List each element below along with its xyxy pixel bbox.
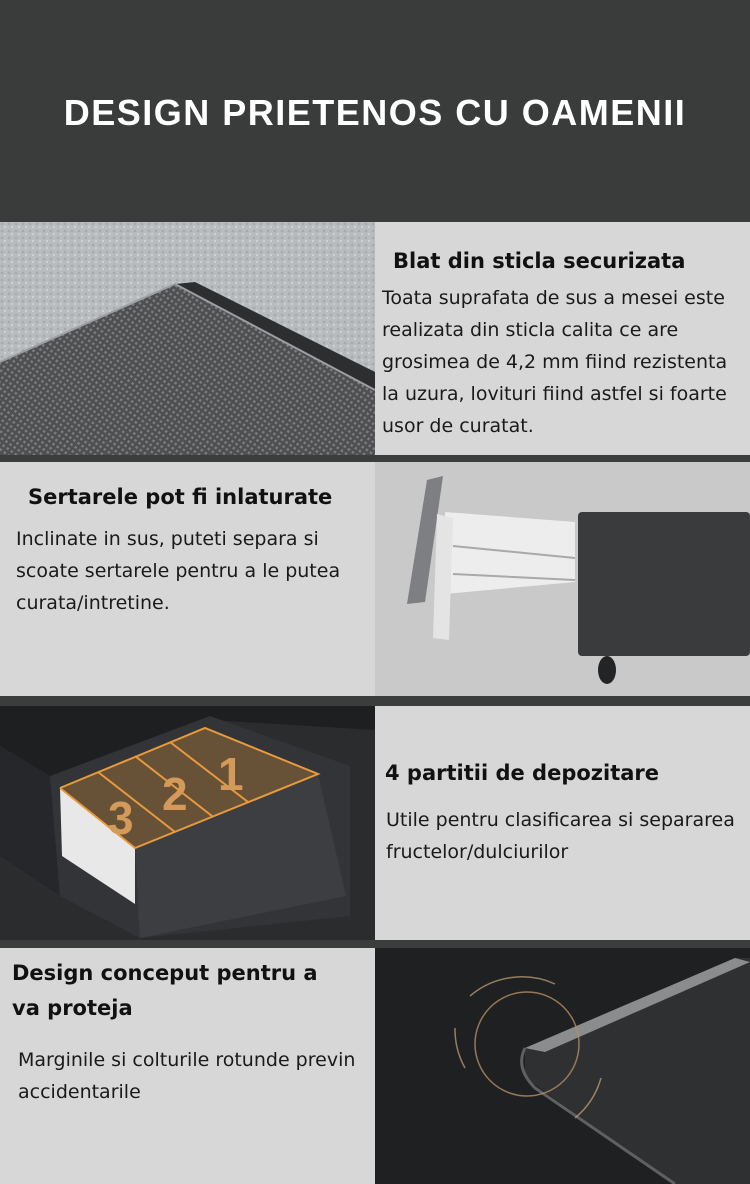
- drawers-text-panel: [0, 462, 375, 696]
- section-glass-top: [0, 222, 750, 455]
- section-description: Inclinate in sus, puteti separa si scoate sertarele pentru a le putea curata/intretine.: [16, 528, 341, 614]
- section-title: 4 partitii de depozitare: [385, 761, 660, 785]
- section-rounded-edges: [0, 948, 750, 1184]
- section-title: Design conceput pentru a va proteja: [12, 961, 318, 1020]
- drawer-removal-photo: [375, 462, 750, 696]
- section-description: Marginile si colturile rotunde previn accidentarile: [18, 1049, 356, 1103]
- section-title: Blat din sticla securizata: [393, 249, 686, 273]
- section-description: Utile pentru clasificarea si separarea fructelor/dulciurilor: [386, 809, 735, 863]
- section-title: Sertarele pot fi inlaturate: [28, 485, 333, 509]
- section-description: Toata suprafata de sus a mesei este realizata din sticla calita ce are grosimea de 4,2 mm fiind rezistenta la uzura, lovituri fiind astfel si foarte usor de curatat.: [382, 287, 728, 437]
- header-banner: [0, 0, 750, 222]
- partitions-photo: [0, 706, 375, 940]
- section-removable-drawers: [0, 462, 750, 696]
- partition-digit: 3: [108, 792, 134, 844]
- glass-top-text-panel: [375, 222, 750, 455]
- rounded-edges-text-panel: [0, 948, 375, 1184]
- page-title: DESIGN PRIETENOS CU OAMENII: [63, 92, 687, 133]
- partitions-text-panel: [375, 706, 750, 940]
- glass-top-photo: [0, 222, 375, 455]
- partition-digit: 2: [162, 768, 188, 820]
- section-storage-partitions: [0, 706, 750, 940]
- partition-digit: 1: [218, 748, 244, 800]
- rounded-corner-photo: [375, 948, 750, 1184]
